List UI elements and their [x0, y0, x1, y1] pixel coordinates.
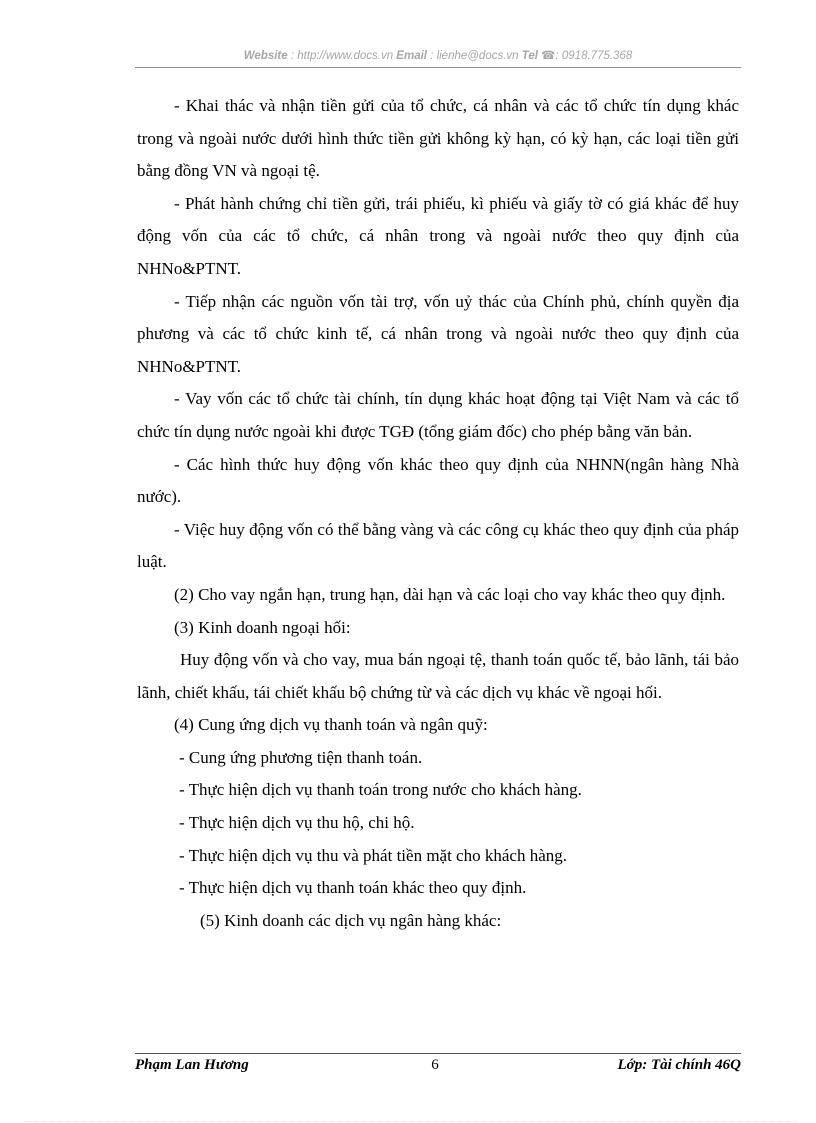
paragraph: (3) Kinh doanh ngoại hối: [174, 617, 351, 637]
paragraph: - Tiếp nhận các nguồn vốn tài trợ, vốn uỷ thác của Chính phủ, chính quyền địa phương và các tổ chức kinh tế, cá nhân trong và ngoài nước theo quy định của NHNo&PTNT. [137, 291, 739, 376]
website-url[interactable]: : http://www.docs.vn [287, 50, 397, 62]
paragraph: - Khai thác và nhận tiền gửi của tổ chức, cá nhân và các tổ chức tín dụng khác trong và ngoài nước dưới hình thức tiền gửi không kỳ hạn, có kỳ hạn, các loại tiền gửi bằng đồng VN và ngoại tệ. [137, 96, 739, 181]
list-item: - Thực hiện dịch vụ thu và phát tiền mặt cho khách hàng. [179, 845, 567, 865]
paragraph: - Các hình thức huy động vốn khác theo quy định của NHNN(ngân hàng Nhà nước). [137, 454, 739, 507]
list-item: - Thực hiện dịch vụ thu hộ, chi hộ. [179, 813, 415, 833]
page-header [135, 48, 741, 62]
paragraph: Huy động vốn và cho vay, mua bán ngoại tệ, thanh toán quốc tế, bảo lãnh, tái bảo lãnh, chiết khấu, tái chiết khấu bộ chứng từ và các dịch vụ khác về ngoại hối. [137, 650, 739, 702]
paragraph: (5) Kinh doanh các dịch vụ ngân hàng khác: [200, 910, 502, 930]
page-number: 6 [431, 1057, 439, 1073]
email-label: Email [396, 50, 427, 62]
paragraph: (2) Cho vay ngắn hạn, trung hạn, dài hạn và các loại cho vay khác theo quy định. [174, 584, 726, 604]
document-body [137, 90, 739, 937]
tel-label: Tel [521, 50, 538, 62]
tel-value: : 0918.775.368 [555, 50, 633, 62]
list-item: - Thực hiện dịch vụ thanh toán trong nước cho khách hàng. [179, 780, 582, 800]
paragraph: - Phát hành chứng chỉ tiền gửi, trái phiếu, kì phiếu và giấy tờ có giá khác để huy động vốn của các tổ chức, cá nhân trong và ngoài nước theo quy định của NHNo&PTNT. [137, 193, 739, 278]
phone-icon: ☎ [541, 50, 556, 62]
footer-class: Lớp: Tài chính 46Q [617, 1057, 741, 1073]
page-edge [26, 1121, 796, 1122]
paragraph: - Vay vốn các tổ chức tài chính, tín dụng khác hoạt động tại Việt Nam và các tổ chức tín dụng nước ngoài khi được TGĐ (tổng giám đốc) cho phép bằng văn bản. [137, 389, 739, 441]
header-divider [135, 67, 741, 68]
footer-divider [135, 1053, 741, 1054]
website-label: Website [243, 50, 288, 62]
email-value[interactable]: : lienhe@docs.vn [426, 50, 522, 62]
list-item: - Thực hiện dịch vụ thanh toán khác theo quy định. [179, 878, 527, 898]
paragraph: - Việc huy động vốn có thể bằng vàng và các công cụ khác theo quy định của pháp luật. [137, 519, 739, 572]
footer-author: Phạm Lan Hương [135, 1057, 249, 1073]
paragraph: (4) Cung ứng dịch vụ thanh toán và ngân quỹ: [174, 715, 488, 735]
list-item: - Cung ứng phương tiện thanh toán. [179, 747, 423, 767]
